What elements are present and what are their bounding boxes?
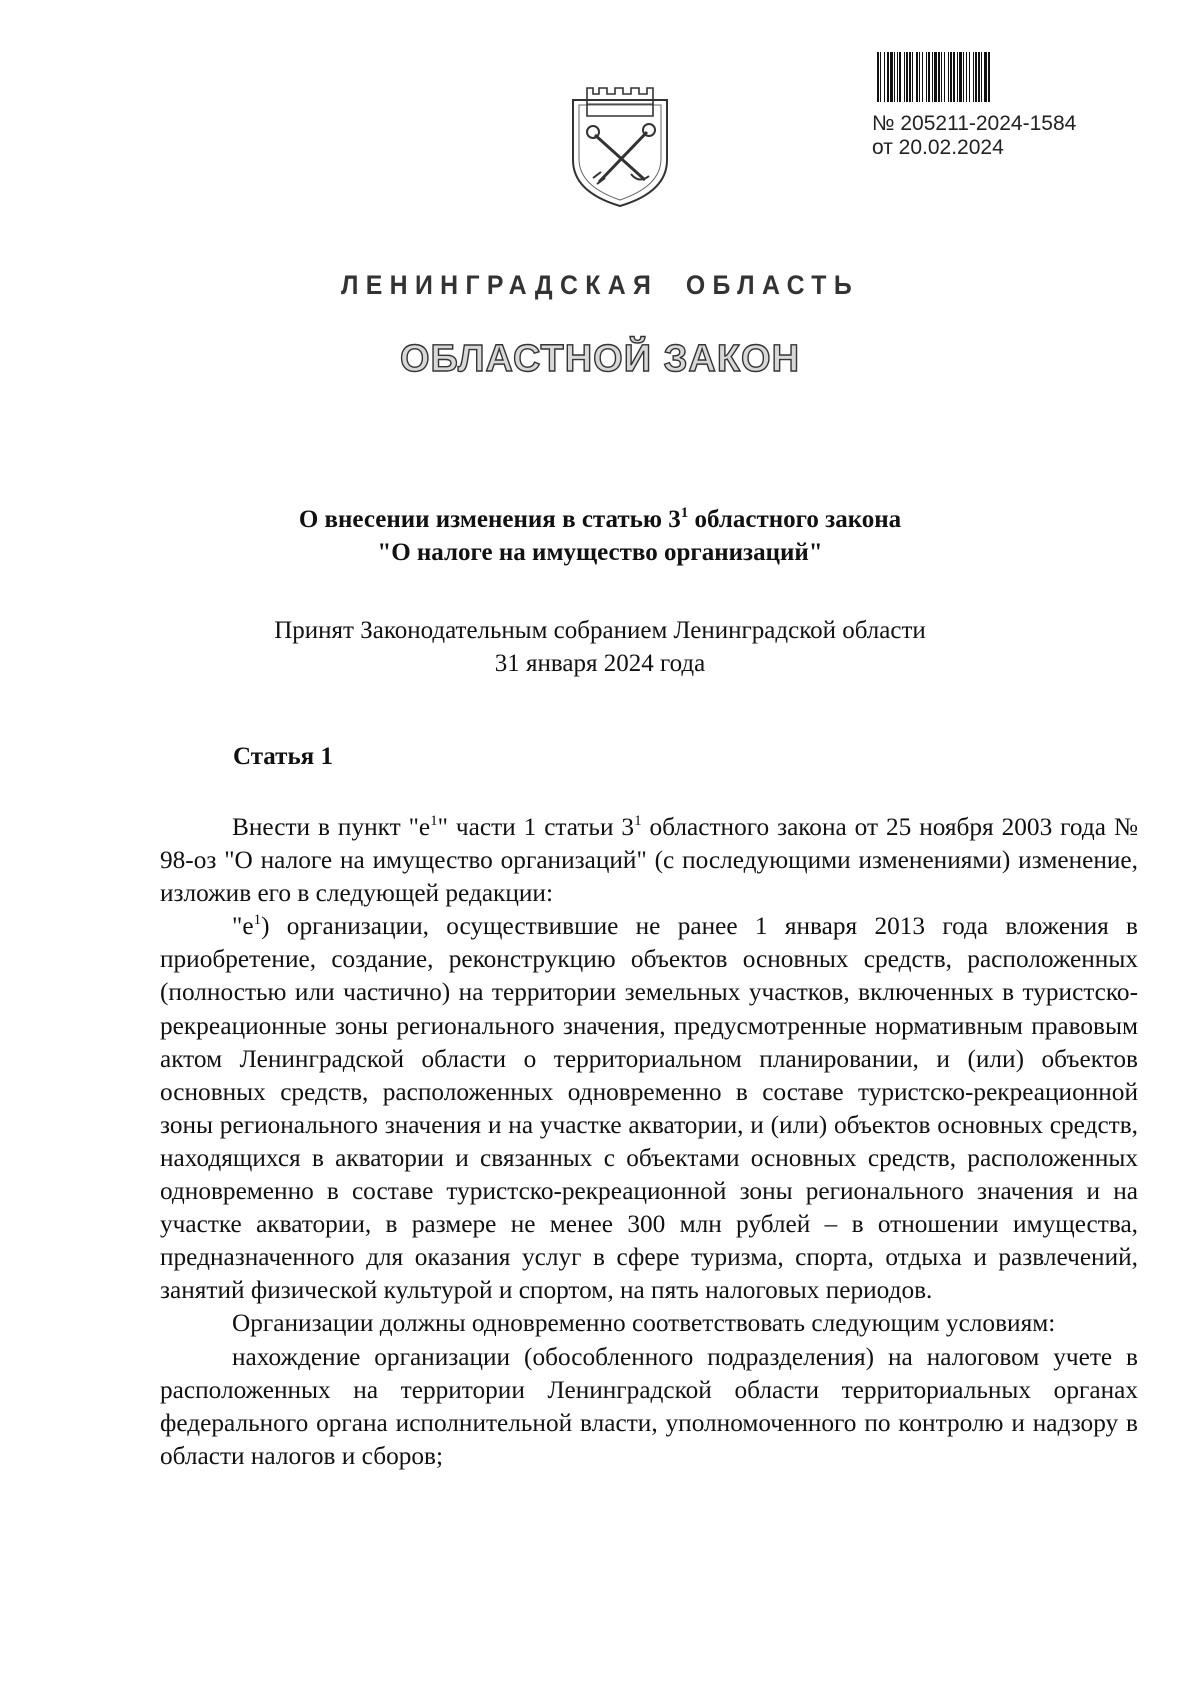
document-type: ОБЛАСТНОЙ ЗАКОН: [399, 338, 801, 380]
barcode-bar: [990, 52, 991, 102]
article-body: [160, 811, 1138, 1473]
registration-date: от 20.02.2024: [872, 136, 1004, 159]
adoption-line1: Принят Законодательным собранием Ленинградской области: [274, 617, 926, 644]
law-title: [0, 503, 1200, 569]
paragraph-3: Организации должны одновременно соответствовать следующим условиям:: [232, 1309, 1056, 1338]
adoption-date: 31 января 2024 года: [494, 650, 706, 677]
paragraph-2: "$е^1$) организации, осуществившие не ранее 1 января 2013 года вложения в приобретение, создание, реконструкцию объектов основных средств, расположенных (полностью или частично) на территории земельных участков, включенных в туристско-рекреационные зоны регионального значения, предусмотренные нормативным правовым актом Ленинградской области о территориальном планировании, и (или) объектов основных средств, расположенных одновременно в составе туристско-рекреационной зоны регионального значения и на участке акватории, и (или) объектов основных средств, находящихся в акватории и связанных с объектами основных средств, расположенных одновременно в составе туристско-рекреационной зоны регионального значения и на участке акватории, в размере не менее 300 млн рублей – в отношении имущества, предназначенного для оказания услуг в сфере туризма, спорта, отдыха и развлечений, занятий физической культурой и спортом, на пять налоговых периодов.: [160, 912, 1138, 1305]
adoption-note: [0, 614, 1200, 680]
article-heading: Статья 1: [233, 743, 333, 770]
registration-block: [872, 112, 1076, 160]
barcode: [877, 52, 1095, 102]
region-name-part1: ЛЕНИНГРАДСКАЯ: [340, 270, 659, 300]
registration-number: № 205211-2024-1584: [872, 112, 1077, 135]
region-name: [48, 270, 1152, 301]
paragraph-4: нахождение организации (обособленного подразделения) на налоговом учете в расположенных на территории Ленинградской области территориальных органах федерального органа исполнительной власти, уполномоченного по контролю и надзору в области налогов и сборов;: [160, 1342, 1138, 1470]
law-title-line1: О внесении изменения в статью $3^1$ областного закона: [298, 505, 902, 533]
paragraph-1: Внести в пункт "$е^1$" части 1 статьи $3^1$ областного закона от 25 ноября 2003 года № 98-оз "О налоге на имущество организаций" (с последующими изменениями) изменение, изложив его в следующей редакции:: [160, 813, 1138, 908]
coat-of-arms-icon: [565, 80, 675, 210]
law-title-line2: "О налоге на имущество организаций": [377, 539, 823, 566]
region-name-part2: ОБЛАСТЬ: [685, 270, 860, 300]
